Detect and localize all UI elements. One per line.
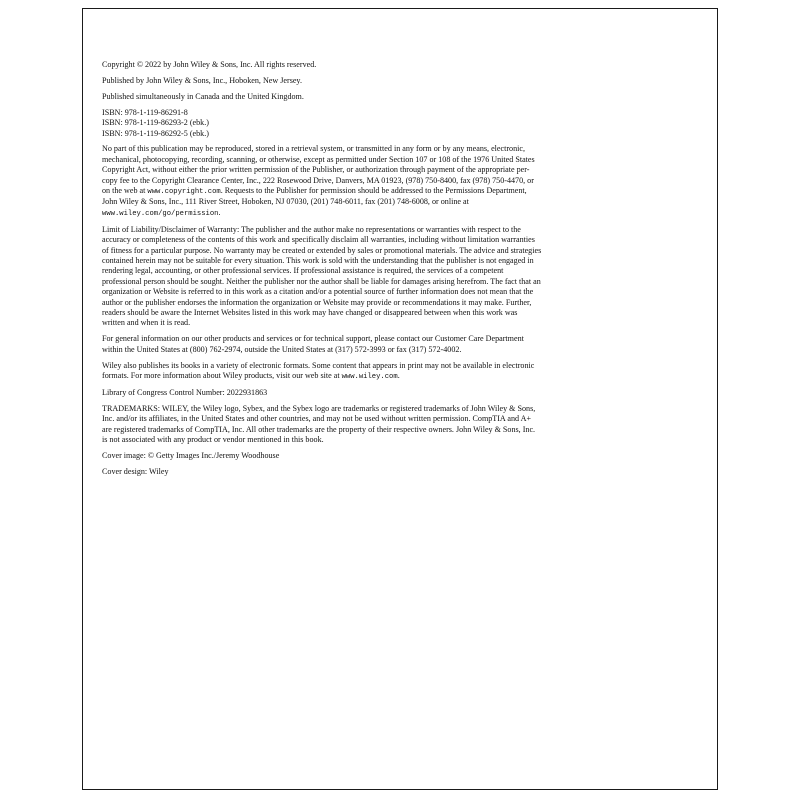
copyright-url-link[interactable]: www.copyright.com — [147, 188, 221, 197]
electronic-formats-end: . — [397, 371, 400, 381]
permissions-text-3: . — [218, 207, 221, 217]
permissions-paragraph — [102, 144, 542, 219]
disclaimer-paragraph: Limit of Liability/Disclaimer of Warranty: The publisher and the author make no representations or warranties with respect to the accuracy or completeness of the contents of this work and specifically disclaim all warranties, including without limitation warranties of fitness for a particular purpose. No warranty may be created or extended by sales or promotional materials. The advice and strategies contained herein may not be suitable for every situation. This work is sold with the understanding that the publisher is not engaged in rendering legal, accounting, or other professional services. If professional assistance is required, the services of a competent professional person should be sought. Neither the publisher nor the author shall be liable for damages arising herefrom. The fact that an organization or Website is referred to in this work as a citation and/or a potential source of further information does not mean that the author or the publisher endorses the information the organization or Website may provide or recommendations it may make. Further, readers should be aware the Internet Websites listed in this work may have changed or disappeared between when this work was written and when it is read. — [102, 224, 542, 328]
permissions-text-2: . Requests to the Publisher for permission should be addressed to the Permissions Department, John Wiley & Sons, Inc., 111 River Street, Hoboken, NJ 07030, (201) 748-6011, fax (201) 748-6008, or online at — [102, 186, 527, 207]
isbn-ebook-1: ISBN: 978-1-119-86293-2 (ebk.) — [102, 118, 209, 128]
published-simultaneously-line: Published simultaneously in Canada and the United Kingdom. — [102, 91, 304, 101]
wiley-url-link[interactable]: www.wiley.com — [341, 373, 398, 382]
electronic-formats-text: Wiley also publishes its books in a variety of electronic formats. Some content that appears in print may not be available in electronic formats. For more information about Wiley products, visit our web site at — [102, 360, 535, 381]
permissions-text-1: No part of this publication may be reproduced, stored in a retrieval system, or transmitted in any form or by any means, electronic, mechanical, photocopying, recording, scanning, or otherwise, except as permitted under Section 107 or 108 of the 1976 United States Copyright Act, without either the prior written permission of the Publisher, or authorization through payment of the appropriate per-copy fee to the Copyright Clearance Center, Inc., 222 Rosewood Drive, Danvers, MA 01923, (978) 750-8400, fax (978) 750-4470, or on the web at — [102, 144, 535, 196]
cover-design-credit: Cover design: Wiley — [102, 466, 169, 476]
permission-url-link[interactable]: www.wiley.com/go/permission — [102, 209, 219, 218]
published-by-line: Published by John Wiley & Sons, Inc., Hoboken, New Jersey. — [102, 75, 302, 85]
electronic-formats-paragraph — [102, 361, 542, 383]
general-info-paragraph: For general information on our other products and services or for technical support, please contact our Customer Care Department within the United States at (800) 762-2974, outside the United States at (317) 572-3993 or fax (317) 572-4002. — [102, 334, 524, 354]
lccn-line: Library of Congress Control Number: 2022931863 — [102, 387, 268, 397]
cover-image-credit: Cover image: © Getty Images Inc./Jeremy Woodhouse — [102, 451, 280, 460]
copyright-line: Copyright © 2022 by John Wiley & Sons, Inc. All rights reserved. — [102, 60, 317, 69]
isbn-print: ISBN: 978-1-119-86291-8 — [102, 107, 188, 117]
copyright-content — [102, 60, 542, 483]
trademarks-paragraph: TRADEMARKS: WILEY, the Wiley logo, Sybex, and the Sybex logo are trademarks or registered trademarks of John Wiley & Sons, Inc. and/or its affiliates, in the United States and other countries, and may not be used without written permission. CompTIA and A+ are registered trademarks of CompTIA, Inc. All other trademarks are the property of their respective owners. John Wiley & Sons, Inc. is not associated with any product or vendor mentioned in this book. — [102, 403, 536, 445]
isbn-ebook-2: ISBN: 978-1-119-86292-5 (ebk.) — [102, 128, 209, 138]
